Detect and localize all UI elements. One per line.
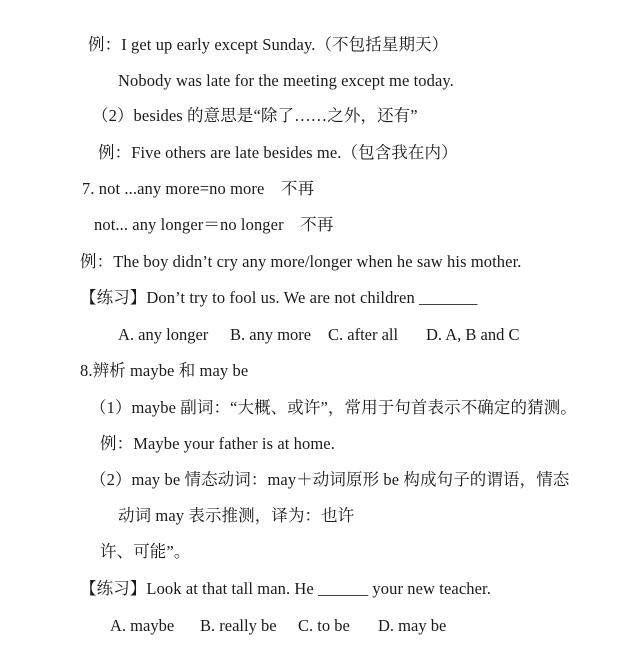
exercise2-option-b: B. really be [200, 616, 277, 635]
besides-meaning: （2）besides 的意思是“除了……之外，还有” [92, 106, 418, 125]
example-besides: 例：Five others are late besides me.（包含我在内） [98, 143, 458, 162]
example-maybe: 例：Maybe your father is at home. [100, 434, 335, 453]
exercise2-option-c: C. to be [298, 616, 350, 635]
exercise1-question: 【练习】Don’t try to fool us. We are not children _______ [80, 288, 478, 307]
exercise1-option-d: D. A, B and C [426, 325, 520, 344]
may-be-modal-note-cont: 动词 may 表示推测，译为：也许 [118, 506, 355, 525]
exercise1-option-b: B. any more [230, 325, 312, 344]
example-nobody-late: Nobody was late for the meeting except me today. [118, 71, 454, 90]
item8-heading: 8.辨析 maybe 和 may be [80, 361, 249, 380]
maybe-adverb-note: （1）maybe 副词：“大概、或许”，常用于句首表示不确定的猜测。 [90, 398, 577, 417]
example-except-sunday: 例：I get up early except Sunday.（不包括星期天） [88, 35, 449, 54]
may-be-modal-note-end: 许、可能”。 [100, 542, 191, 561]
item7-no-longer: not... any longer＝no longer 不再 [94, 215, 334, 234]
exercise2-option-a: A. maybe [110, 616, 175, 635]
exercise2-option-d: D. may be [378, 616, 447, 635]
exercise1-option-a: A. any longer [118, 325, 209, 344]
example-boy-cry: 例：The boy didn’t cry any more/longer when he saw his mother. [80, 252, 522, 271]
may-be-modal-note: （2）may be 情态动词：may＋动词原形 be 构成句子的谓语，情态 [90, 470, 570, 489]
item7-no-more: 7. not ...any more=no more 不再 [82, 179, 315, 198]
exercise2-question: 【练习】Look at that tall man. He ______ your new teacher. [80, 579, 491, 598]
exercise1-option-c: C. after all [328, 325, 399, 344]
